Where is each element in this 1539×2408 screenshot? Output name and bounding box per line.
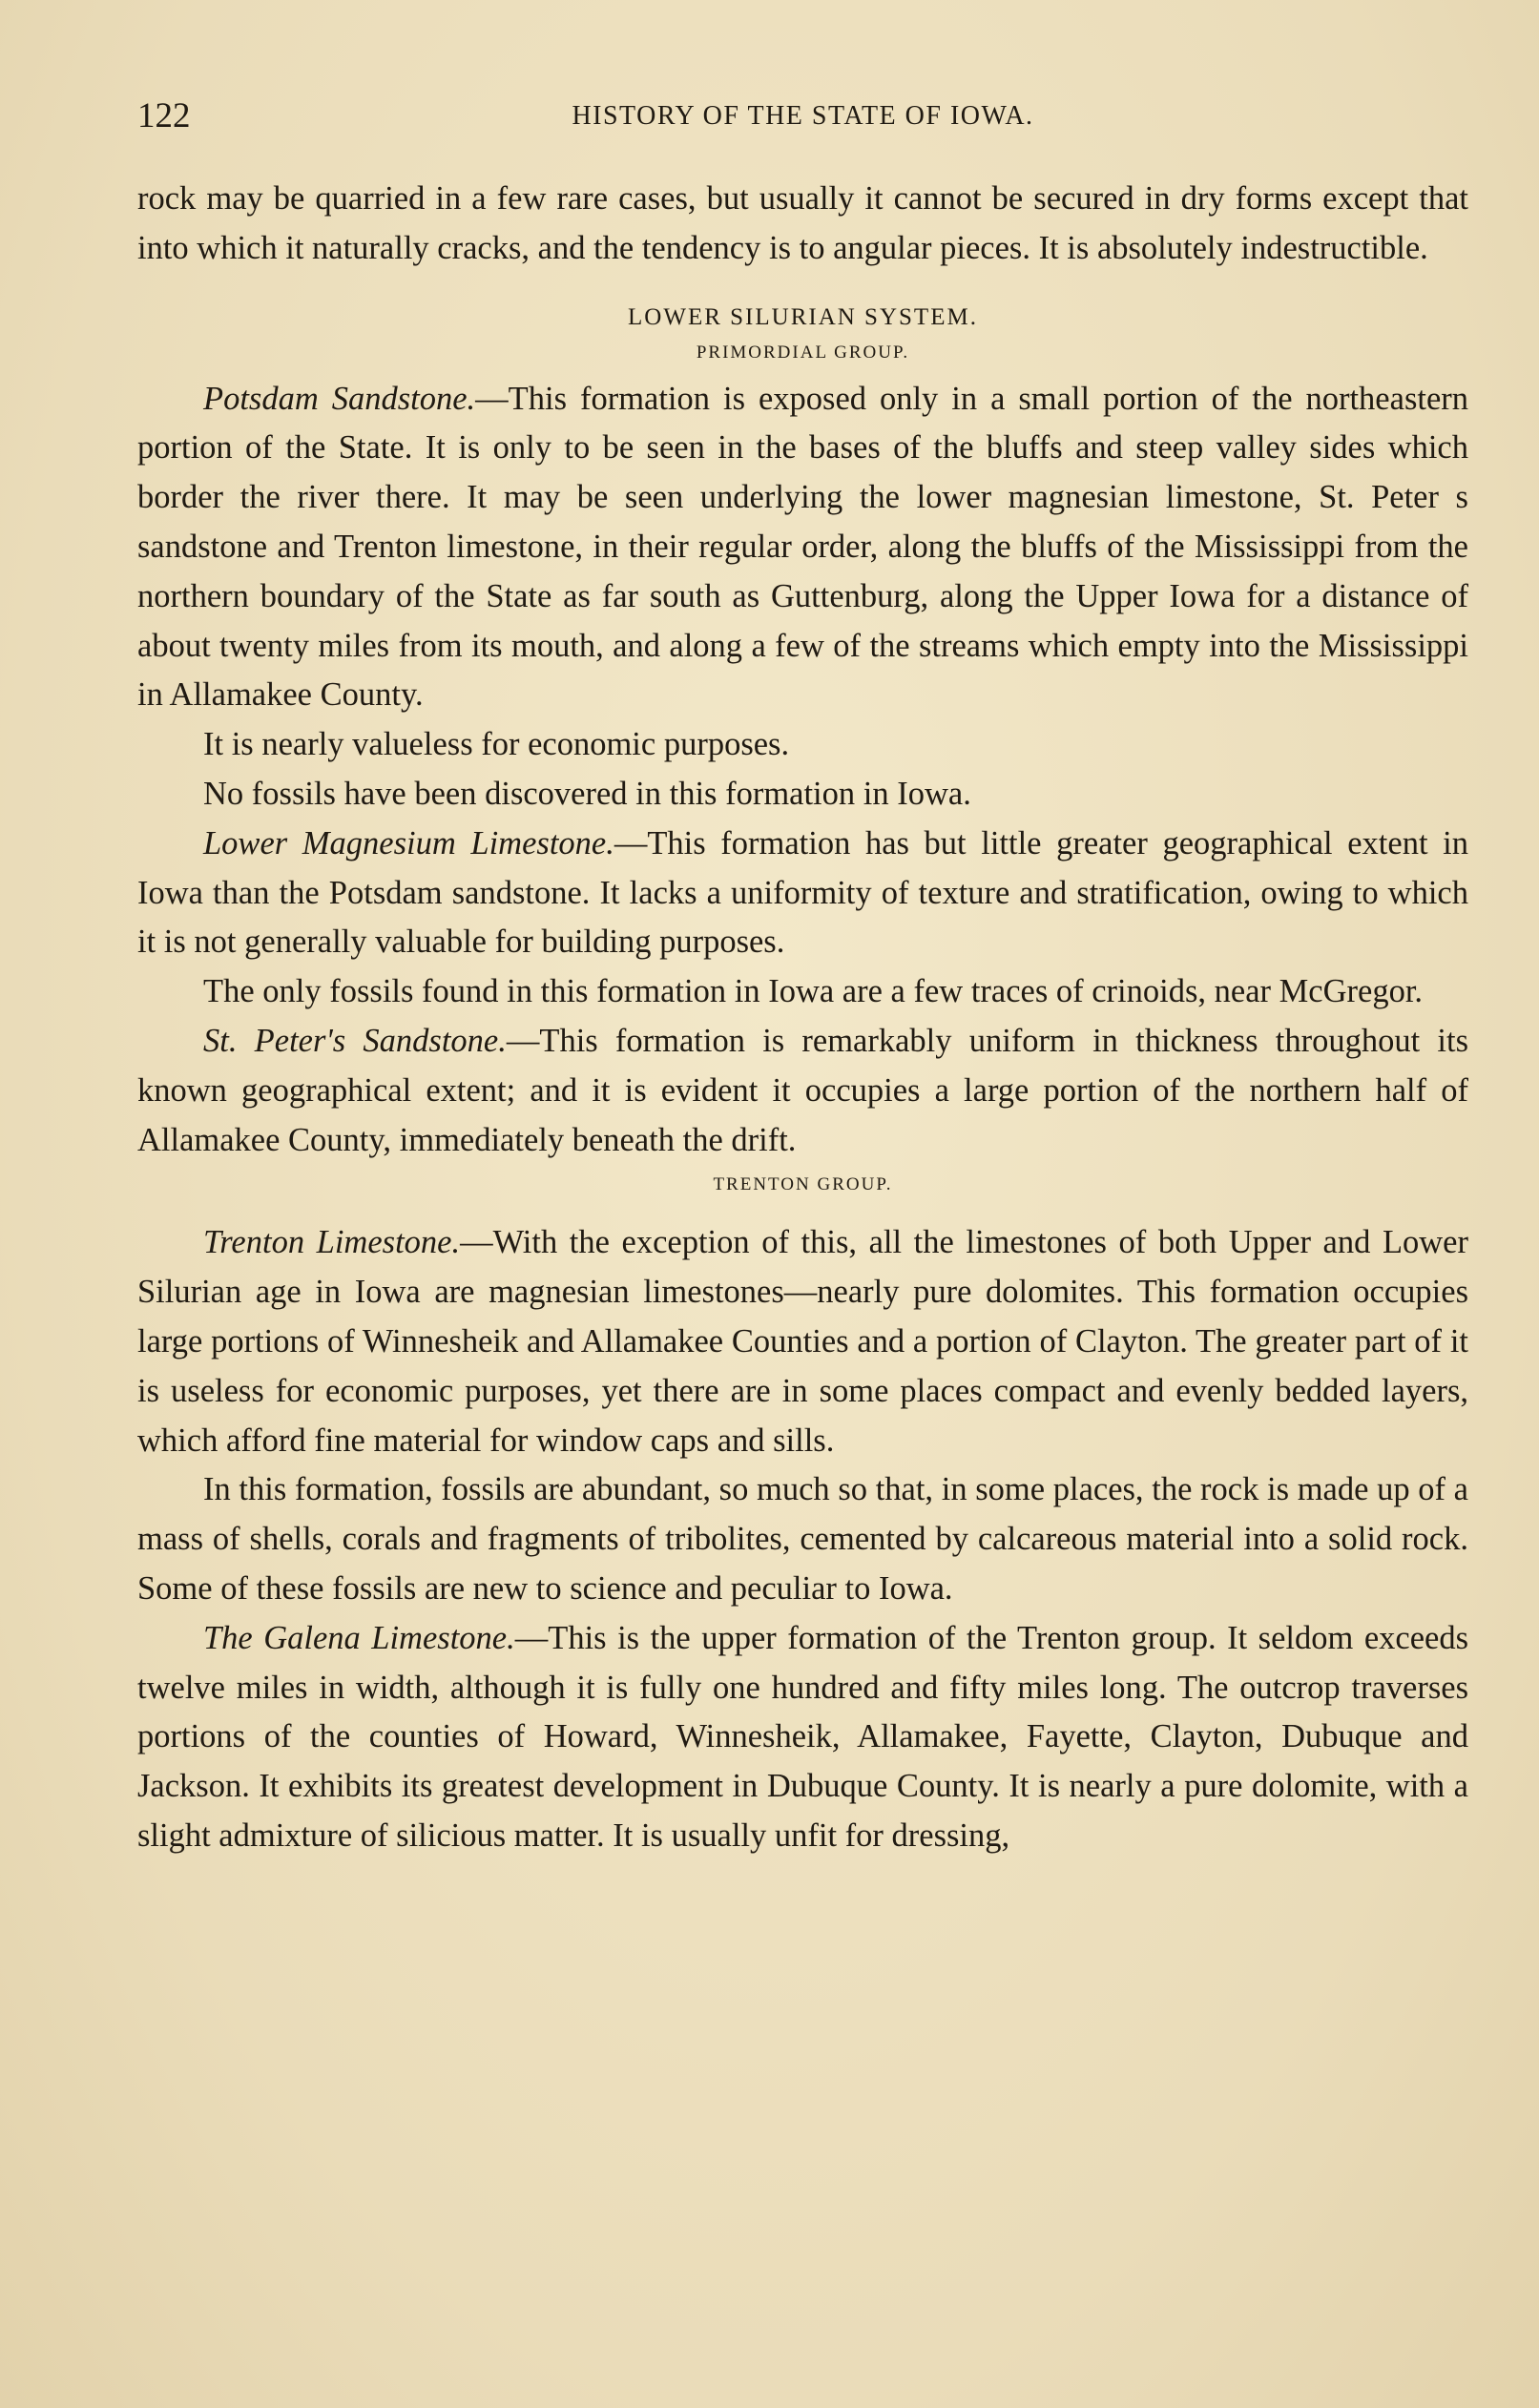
paragraph-lower-magnesium [137, 820, 1468, 967]
term-potsdam: Potsdam Sandstone. [203, 380, 476, 417]
paragraph-st-peters [137, 1017, 1468, 1165]
text-galena: —This is the upper formation of the Trenton group. It seldom exceeds twelve miles in width, although it is fully one hundred and fifty miles long. The outcrop traverses portions of the counties of Howard, Winnesheik, Allamakee, Fayette, Clayton, Dubuque and Jackson. It exhibits its greatest development in Dubuque County. It is nearly a pure dolomite, with a slight admixture of silicious matter. It is usually unfit for dressing, [137, 1619, 1468, 1854]
page-header [137, 95, 1468, 143]
text-trenton: —With the exception of this, all the limestones of both Upper and Lower Silurian age in Iowa are magnesian limestones—nearly pure dolomites. This formation occupies large portions of Winnesheik and Allamakee Counties and a portion of Clayton. The greater part of it is useless for economic purposes, yet there are in some places compact and evenly bedded layers, which afford fine material for window caps and sills. [137, 1224, 1468, 1459]
paragraph-lower-magnesium-fossils: The only fossils found in this formation in Iowa are a few traces of crinoids, near McGregor. [203, 973, 1424, 1010]
paragraph-intro: rock may be quarried in a few rare cases, but usually it cannot be secured in dry forms except that into which it naturally cracks, and the tendency is to angular pieces. It is absolutely indestructible. [137, 180, 1468, 266]
paragraph-potsdam-fossils: No fossils have been discovered in this formation in Iowa. [203, 775, 971, 812]
term-trenton: Trenton Limestone. [203, 1224, 461, 1261]
section-heading-system: LOWER SILURIAN SYSTEM. [628, 303, 978, 330]
paragraph-potsdam [137, 375, 1468, 721]
running-head: HISTORY OF THE STATE OF IOWA. [572, 101, 1034, 131]
page-body [137, 175, 1468, 1861]
term-lower-magnesium: Lower Magnesium Limestone. [203, 824, 614, 861]
group-heading-trenton: TRENTON GROUP. [713, 1174, 893, 1195]
paragraph-galena [137, 1614, 1468, 1861]
term-st-peters: St. Peter's Sandstone. [203, 1022, 507, 1059]
page-number: 122 [137, 96, 191, 135]
paragraph-trenton [137, 1218, 1468, 1465]
text-lower-magnesium: —This formation has but little greater geographical extent in Iowa than the Potsdam sandstone. It lacks a uniformity of texture and stratification, owing to which it is not generally valuable for building purposes. [137, 824, 1468, 961]
paragraph-trenton-fossils: In this formation, fossils are abundant, so much so that, in some places, the rock is made up of a mass of shells, corals and fragments of tribolites, cemented by calcareous material into a solid rock. Some of these fossils are new to science and peculiar to Iowa. [137, 1471, 1468, 1607]
term-galena: The Galena Limestone. [203, 1619, 515, 1656]
text-potsdam: —This formation is exposed only in a small portion of the northeastern portion of the State. It is only to be seen in the bases of the bluffs and steep valley sides which border the river there. It may be seen underlying the lower magnesian limestone, St. Peter s sandstone and Trenton limestone, in their regular order, along the bluffs of the Mississippi from the northern boundary of the State as far south as Guttenburg, along the Upper Iowa for a distance of about twenty miles from its mouth, and along a few of the streams which empty into the Mississippi in Allamakee County. [137, 380, 1469, 714]
group-heading-primordial: PRIMORDIAL GROUP. [696, 342, 910, 363]
paragraph-potsdam-value: It is nearly valueless for economic purposes. [203, 726, 790, 763]
text-st-peters: —This formation is remarkably uniform in thickness throughout its known geographical extent; and it is evident it occupies a large portion of the northern half of Allamakee County, immediately beneath the drift. [137, 1022, 1468, 1158]
